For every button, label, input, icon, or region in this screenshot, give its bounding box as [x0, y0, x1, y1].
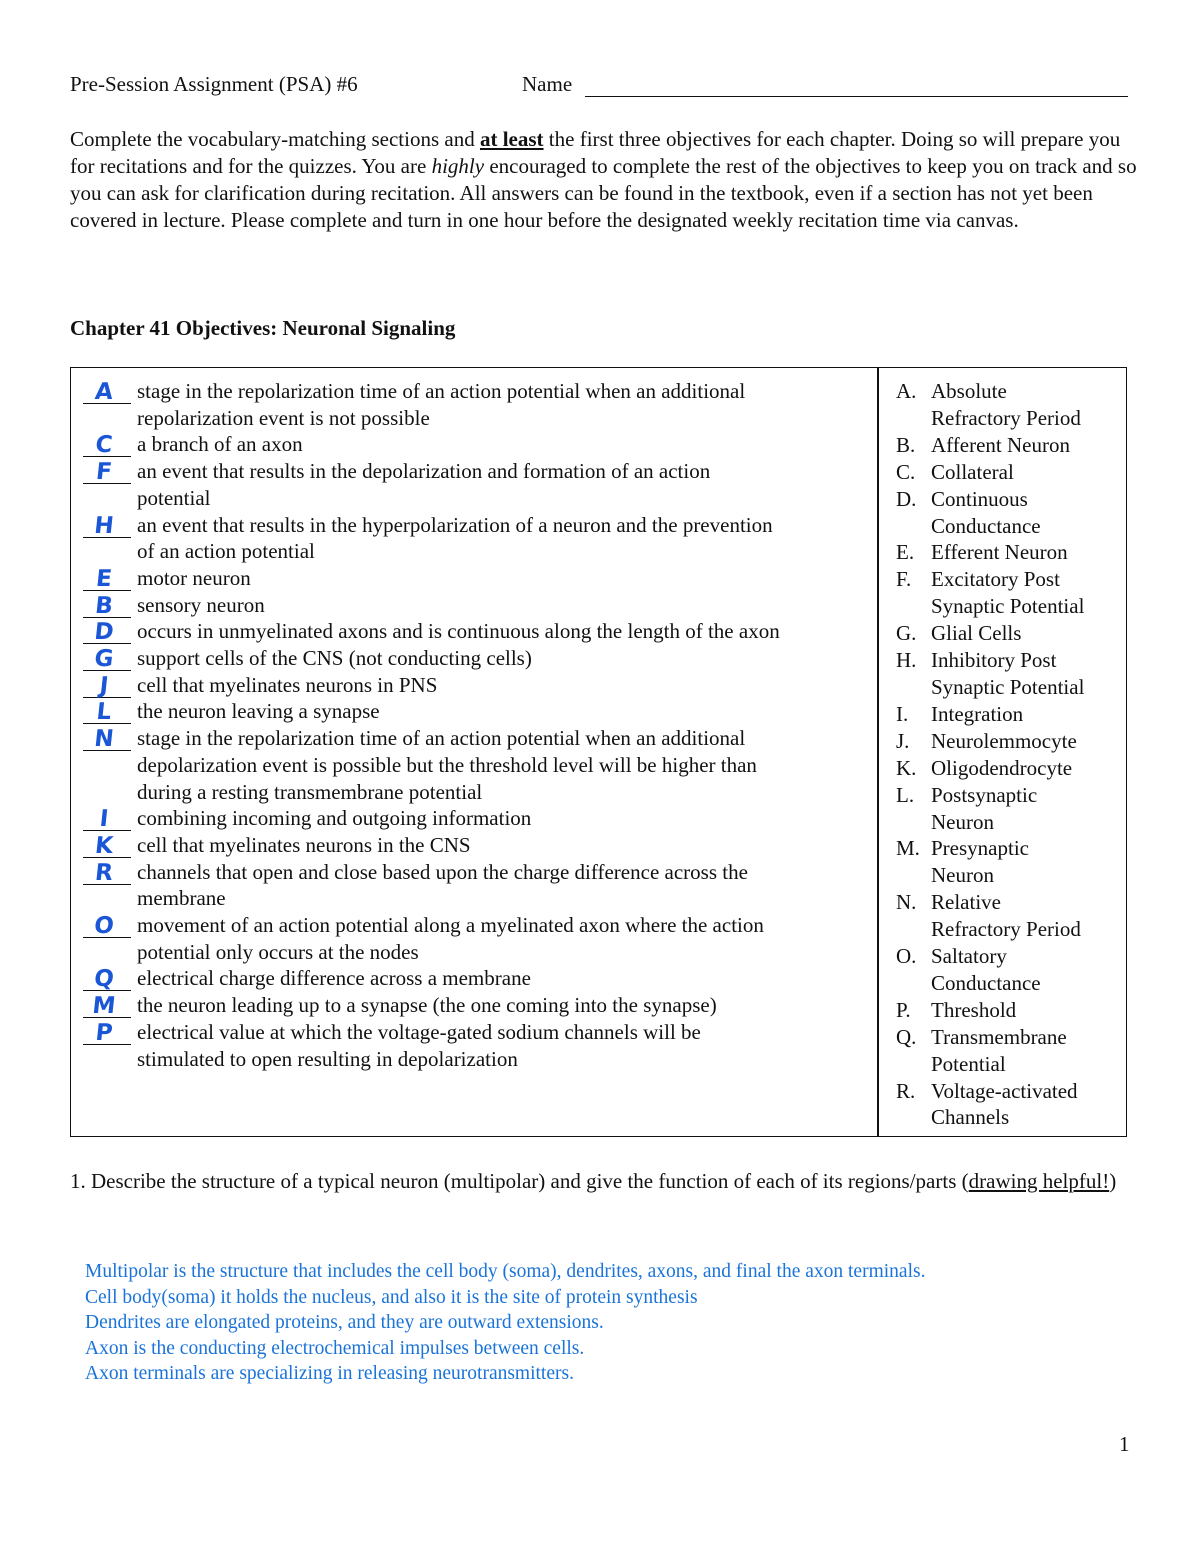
definitions-column	[83, 378, 863, 1072]
handwritten-answer: G	[93, 646, 115, 673]
answer-blank[interactable]	[83, 378, 131, 404]
term-text: Synaptic Potential	[931, 674, 1085, 699]
definition-row	[83, 458, 863, 485]
blank-spacer	[83, 885, 131, 910]
definition-text: repolarization event is not possible	[137, 405, 430, 430]
paren-close: )	[1109, 1169, 1117, 1193]
term-letter	[896, 593, 931, 620]
definition-text: cell that myelinates neurons in the CNS	[137, 832, 471, 857]
vocabulary-matching-table	[70, 367, 1127, 1137]
definition-row	[83, 618, 863, 645]
terms-column	[896, 378, 1121, 1131]
term-text: Potential	[931, 1051, 1006, 1076]
definition-row	[83, 592, 863, 619]
term-text: Collateral	[931, 459, 1014, 484]
term-continuation	[896, 513, 1121, 540]
term-letter	[896, 916, 931, 943]
term-continuation	[896, 1051, 1121, 1078]
term-text: Afferent Neuron	[931, 432, 1070, 457]
definition-continuation	[83, 1046, 863, 1073]
definition-text: cell that myelinates neurons in PNS	[137, 672, 438, 697]
term-letter: Q.	[896, 1024, 917, 1049]
term-letter: K.	[896, 755, 917, 780]
term-letter: G.	[896, 621, 917, 646]
definition-row	[83, 859, 863, 886]
term-continuation	[896, 674, 1121, 701]
term-row	[896, 782, 1121, 809]
term-continuation	[896, 916, 1121, 943]
term-letter: L.	[896, 782, 915, 807]
definition-row	[83, 512, 863, 539]
term-continuation	[896, 405, 1121, 432]
term-letter: E.	[896, 540, 915, 565]
question-1-text: 1. Describe the structure of a typical neuron (multipolar) and give the function of each of its regions/parts	[70, 1169, 957, 1193]
definition-text: combining incoming and outgoing information	[137, 806, 532, 831]
blank-spacer	[83, 752, 131, 777]
handwritten-answer: A	[93, 379, 115, 405]
definition-text: the neuron leaving a synapse	[137, 699, 380, 724]
term-row	[896, 432, 1121, 459]
intro-text-2: the first three objectives for each chapter. Doing so will prepare you for recitations and for the quizzes. You are	[70, 127, 1121, 178]
definition-continuation	[83, 405, 863, 432]
handwritten-answer: E	[94, 565, 114, 592]
definition-text: stage in the repolarization time of an action potential when an additional	[137, 726, 746, 751]
definition-text: sensory neuron	[137, 592, 265, 617]
term-letter	[896, 809, 931, 836]
answer-blank[interactable]	[83, 859, 131, 885]
term-letter: J.	[896, 728, 910, 753]
definition-row	[83, 832, 863, 859]
answer-blank[interactable]	[83, 912, 131, 938]
term-text: Neurolemmocyte	[931, 728, 1077, 753]
definition-text: an event that results in the hyperpolarization of a neuron and the prevention	[137, 512, 773, 537]
term-letter	[896, 674, 931, 701]
handwritten-answer: K	[93, 832, 115, 859]
term-text: Channels	[931, 1105, 1010, 1130]
definition-text: stage in the repolarization time of an action potential when an additional	[137, 379, 746, 403]
term-text: Integration	[931, 701, 1024, 726]
definition-text: electrical value at which the voltage-gated sodium channels will be	[137, 1019, 701, 1044]
question-1-answer	[85, 1259, 1145, 1387]
answer-blank[interactable]	[83, 805, 131, 831]
answer-blank[interactable]	[83, 725, 131, 751]
answer-line: Axon terminals are specializing in releasing neurotransmitters.	[85, 1363, 574, 1384]
term-row	[896, 620, 1121, 647]
term-text: Transmembrane	[931, 1024, 1067, 1049]
definition-text: membrane	[137, 886, 226, 911]
definition-continuation	[83, 752, 863, 779]
term-letter	[896, 1104, 931, 1131]
term-row	[896, 566, 1121, 593]
handwritten-answer: B	[93, 592, 115, 619]
term-continuation	[896, 809, 1121, 836]
intro-text-3: encouraged to complete the rest of the objectives to keep you on track and so you can ask for clarification during recitation. All answers can be found in the textbook, even if a section has not yet been covered in lecture. Please complete and turn in one hour before the designated weekly recitation time via canvas.	[70, 154, 1137, 232]
definition-row	[83, 698, 863, 725]
blank-spacer	[83, 405, 131, 430]
term-letter: P.	[896, 997, 911, 1022]
paren-open: (	[961, 1169, 969, 1193]
handwritten-answer: R	[93, 859, 115, 886]
term-letter	[896, 970, 931, 997]
term-text: Relative	[931, 890, 1001, 915]
definition-continuation	[83, 885, 863, 912]
term-row	[896, 378, 1121, 405]
definition-row	[83, 992, 863, 1019]
definition-text: stimulated to open resulting in depolarization	[137, 1046, 518, 1071]
name-label: Name	[522, 72, 573, 96]
term-text: Neuron	[931, 863, 994, 888]
term-letter	[896, 405, 931, 432]
answer-blank[interactable]	[83, 565, 131, 591]
term-letter: R.	[896, 1078, 916, 1103]
term-letter: O.	[896, 944, 917, 969]
answer-blank[interactable]	[83, 965, 131, 991]
term-letter: B.	[896, 432, 916, 457]
term-letter: A.	[896, 379, 917, 403]
definition-continuation	[83, 538, 863, 565]
answer-blank[interactable]	[83, 698, 131, 724]
blank-spacer	[83, 538, 131, 563]
answer-line: Multipolar is the structure that includes the cell body (soma), dendrites, axons, and final the axon terminals.	[85, 1261, 926, 1282]
term-text: Refractory Period	[931, 917, 1081, 942]
term-row	[896, 1078, 1121, 1105]
term-letter	[896, 862, 931, 889]
answer-blank[interactable]	[83, 618, 131, 644]
term-text: Saltatory	[931, 944, 1007, 969]
term-text: Threshold	[931, 997, 1017, 1022]
handwritten-answer: J	[98, 672, 110, 699]
term-row	[896, 701, 1121, 728]
definition-row	[83, 645, 863, 672]
term-row	[896, 647, 1121, 674]
term-letter	[896, 513, 931, 540]
definition-row	[83, 805, 863, 832]
definition-text: occurs in unmyelinated axons and is continuous along the length of the axon	[137, 619, 780, 644]
answer-blank[interactable]	[83, 431, 131, 457]
definition-row	[83, 1019, 863, 1046]
term-letter: F.	[896, 567, 912, 592]
term-text: Glial Cells	[931, 621, 1022, 646]
term-text: Inhibitory Post	[931, 648, 1057, 673]
definition-continuation	[83, 939, 863, 966]
term-row	[896, 943, 1121, 970]
page-number: 1	[1119, 1432, 1130, 1456]
term-text: Conductance	[931, 970, 1041, 995]
handwritten-answer: M	[91, 993, 117, 1020]
handwritten-answer: D	[93, 619, 115, 646]
handwritten-answer: Q	[92, 966, 116, 993]
term-row	[896, 889, 1121, 916]
handwritten-answer: N	[93, 726, 115, 753]
term-text: Presynaptic	[931, 836, 1029, 861]
answer-blank[interactable]	[83, 645, 131, 671]
definition-row	[83, 431, 863, 458]
term-letter: C.	[896, 459, 916, 484]
answer-blank[interactable]	[83, 992, 131, 1018]
blank-spacer	[83, 1046, 131, 1071]
answer-line: Dendrites are elongated proteins, and they are outward extensions.	[85, 1312, 604, 1333]
answer-blank[interactable]	[83, 458, 131, 484]
term-text: Synaptic Potential	[931, 594, 1085, 619]
term-row	[896, 728, 1121, 755]
assignment-title: Pre-Session Assignment (PSA) #6	[70, 72, 358, 96]
term-row	[896, 459, 1121, 486]
intro-text-1: Complete the vocabulary-matching sections and	[70, 127, 480, 151]
term-letter: H.	[896, 648, 917, 673]
term-text: Absolute	[931, 379, 1007, 403]
handwritten-answer: I	[98, 806, 110, 833]
term-letter: I.	[896, 701, 909, 726]
definition-text: potential	[137, 485, 211, 510]
instructions-paragraph	[70, 126, 1140, 234]
column-divider	[877, 368, 879, 1136]
term-text: Efferent Neuron	[931, 540, 1068, 565]
term-text: Continuous	[931, 486, 1028, 511]
term-text: Postsynaptic	[931, 782, 1038, 807]
definition-text: motor neuron	[137, 565, 251, 590]
term-row	[896, 755, 1121, 782]
definition-row	[83, 725, 863, 752]
answer-blank[interactable]	[83, 592, 131, 618]
definition-continuation	[83, 779, 863, 806]
answer-line: Axon is the conducting electrochemical impulses between cells.	[85, 1337, 585, 1359]
answer-blank[interactable]	[83, 672, 131, 698]
term-letter	[896, 1051, 931, 1078]
handwritten-answer: P	[94, 1019, 114, 1046]
definition-text: movement of an action potential along a myelinated axon where the action	[137, 913, 764, 938]
definition-text: electrical charge difference across a membrane	[137, 966, 531, 991]
definition-row	[83, 672, 863, 699]
definition-text: a branch of an axon	[137, 432, 303, 457]
definition-row	[83, 565, 863, 592]
intro-italic: highly	[431, 154, 485, 178]
term-row	[896, 486, 1121, 513]
blank-spacer	[83, 939, 131, 964]
term-text: Refractory Period	[931, 405, 1081, 430]
handwritten-answer: F	[94, 459, 114, 486]
definition-row	[83, 965, 863, 992]
definition-row	[83, 378, 863, 405]
term-text: Conductance	[931, 513, 1041, 538]
definition-text: channels that open and close based upon the charge difference across the	[137, 859, 748, 884]
answer-line: Cell body(soma) it holds the nucleus, and also it is the site of protein synthesis	[85, 1286, 698, 1308]
term-continuation	[896, 1104, 1121, 1131]
intro-emphasis: at least	[479, 127, 544, 151]
handwritten-answer: C	[94, 432, 114, 459]
definition-text: during a resting transmembrane potential	[137, 779, 483, 804]
term-continuation	[896, 970, 1121, 997]
term-text: Oligodendrocyte	[931, 755, 1073, 780]
definition-row	[83, 912, 863, 939]
term-letter: D.	[896, 486, 917, 511]
name-field[interactable]	[585, 96, 1128, 97]
handwritten-answer: H	[93, 512, 115, 539]
definition-text: an event that results in the depolarization and formation of an action	[137, 459, 711, 484]
blank-spacer	[83, 779, 131, 804]
term-text: Excitatory Post	[931, 567, 1060, 592]
definition-text: of an action potential	[137, 539, 315, 564]
chapter-title: Chapter 41 Objectives: Neuronal Signaling	[70, 316, 456, 340]
definition-text: depolarization event is possible but the threshold level will be higher than	[137, 752, 757, 777]
definition-continuation	[83, 485, 863, 512]
term-row	[896, 539, 1121, 566]
term-letter: M.	[896, 836, 920, 861]
term-row	[896, 997, 1121, 1024]
definition-text: support cells of the CNS (not conducting cells)	[137, 646, 532, 671]
term-continuation	[896, 593, 1121, 620]
definition-text: potential only occurs at the nodes	[137, 939, 419, 964]
term-text: Voltage-activated	[931, 1078, 1078, 1103]
term-letter: N.	[896, 890, 917, 915]
handwritten-answer: O	[92, 913, 116, 940]
answer-blank[interactable]	[83, 512, 131, 538]
question-1	[70, 1168, 1140, 1195]
term-row	[896, 835, 1121, 862]
term-continuation	[896, 862, 1121, 889]
term-row	[896, 1024, 1121, 1051]
term-text: Neuron	[931, 809, 994, 834]
question-1-hint: drawing helpful!	[968, 1169, 1110, 1193]
blank-spacer	[83, 485, 131, 510]
handwritten-answer: L	[95, 699, 113, 726]
definition-text: the neuron leading up to a synapse (the one coming into the synapse)	[137, 993, 717, 1018]
answer-blank[interactable]	[83, 832, 131, 858]
answer-blank[interactable]	[83, 1019, 131, 1045]
